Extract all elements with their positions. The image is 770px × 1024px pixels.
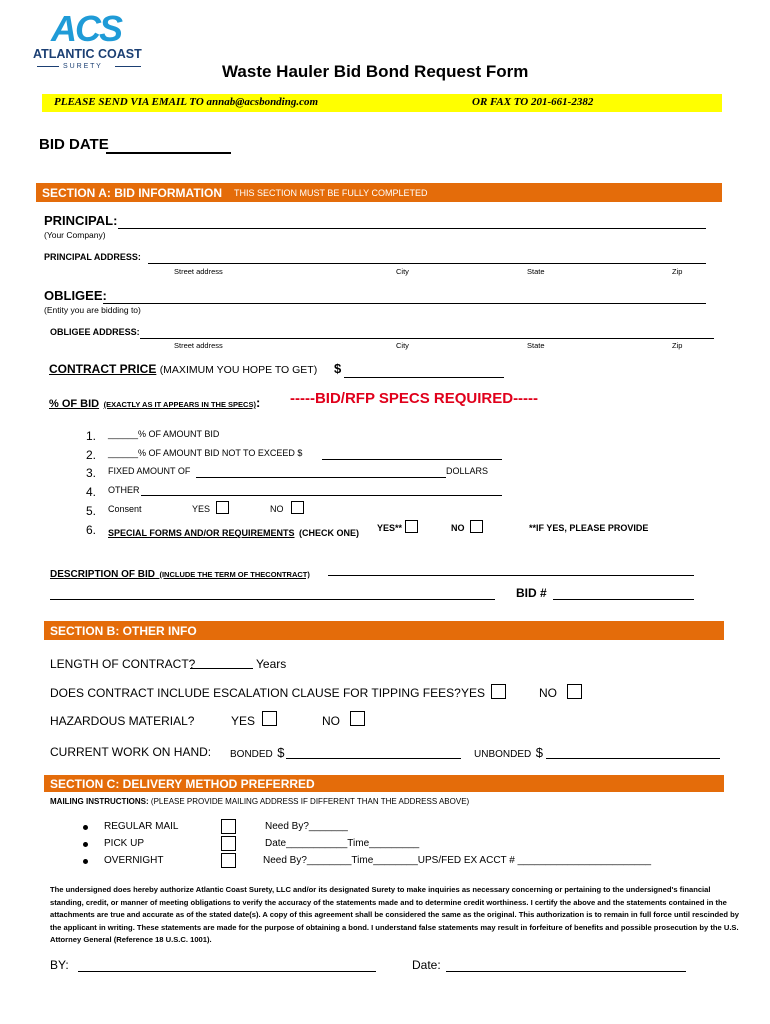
escalation-yes-label: YES <box>461 686 486 700</box>
description-field-2[interactable] <box>50 584 495 600</box>
logo-letters: ACS <box>51 8 122 49</box>
contract-price-label: CONTRACT PRICE (MAXIMUM YOU HOPE TO GET) <box>49 362 318 376</box>
option-3: 3. FIXED AMOUNT OF <box>86 466 191 480</box>
regular-mail-checkbox[interactable] <box>221 819 236 834</box>
unbonded-label: UNBONDED $ <box>474 745 543 760</box>
by-label: BY: <box>50 958 69 972</box>
special-forms-yes-checkbox[interactable] <box>405 520 418 533</box>
regular-mail-label: REGULAR MAIL <box>104 821 179 832</box>
city-sublabel: City <box>396 267 409 276</box>
mailing-instructions: MAILING INSTRUCTIONS: (PLEASE PROVIDE MAILING ADDRESS IF DIFFERENT THAN THE ADDRESS ABOVE) <box>50 797 470 806</box>
consent-no-checkbox[interactable] <box>291 501 304 514</box>
obligee-sublabel: (Entity you are bidding to) <box>44 305 141 315</box>
option-2: 2. ______% OF AMOUNT BID NOT TO EXCEED $ <box>86 448 303 462</box>
bullet-regular-mail <box>83 825 88 830</box>
special-forms-no-checkbox[interactable] <box>470 520 483 533</box>
option-2-field[interactable] <box>322 446 502 460</box>
obligee-label: OBLIGEE: <box>44 288 107 303</box>
pick-up-checkbox[interactable] <box>221 836 236 851</box>
option-1: 1. ______% OF AMOUNT BID <box>86 429 220 443</box>
option-6: 6. SPECIAL FORMS AND/OR REQUIREMENTS (CHECK ONE) <box>86 523 359 538</box>
principal-sublabel: (Your Company) <box>44 230 106 240</box>
option-4-text: OTHER <box>108 485 140 495</box>
principal-field[interactable] <box>118 213 706 229</box>
option-2-text[interactable]: ______% OF AMOUNT BID NOT TO EXCEED $ <box>108 448 303 458</box>
contract-price-field[interactable] <box>344 362 504 378</box>
option-5-text: Consent <box>108 504 142 514</box>
bullet-pick-up <box>83 842 88 847</box>
option-4: 4. OTHER <box>86 485 140 499</box>
escalation-label: DOES CONTRACT INCLUDE ESCALATION CLAUSE FOR TIPPING FEES? <box>50 686 461 700</box>
logo-company: ATLANTIC COAST <box>33 47 142 61</box>
hazardous-label: HAZARDOUS MATERIAL? <box>50 714 195 728</box>
obligee-street-sublabel: Street address <box>174 341 223 350</box>
option-3-field[interactable] <box>196 464 446 478</box>
unbonded-field[interactable] <box>546 744 720 759</box>
description-field[interactable] <box>328 562 694 576</box>
principal-label: PRINCIPAL: <box>44 213 118 228</box>
zip-sublabel: Zip <box>672 267 683 276</box>
regular-mail-detail[interactable]: Need By?_______ <box>265 821 348 832</box>
section-c-header <box>44 775 724 792</box>
section-c-title: SECTION C: DELIVERY METHOD PREFERRED <box>50 776 315 791</box>
overnight-label: OVERNIGHT <box>104 855 164 866</box>
bid-date-label: BID DATE <box>39 136 109 153</box>
obligee-address-field[interactable] <box>140 325 714 339</box>
bid-number-label: BID # <box>516 586 547 600</box>
description-label: DESCRIPTION OF BID (INCLUDE THE TERM OF THECONTRACT) <box>50 569 310 580</box>
special-forms-yes-label: YES** <box>377 523 403 533</box>
company-logo <box>33 10 145 78</box>
contract-price-dollar: $ <box>334 361 342 376</box>
section-a-note: THIS SECTION MUST BE FULLY COMPLETED <box>234 187 428 198</box>
bid-date-field[interactable] <box>106 136 231 154</box>
pct-bid-label: % OF BID (EXACTLY AS IT APPEARS IN THE SPECS): <box>49 395 261 410</box>
section-a-header <box>36 183 722 202</box>
overnight-checkbox[interactable] <box>221 853 236 868</box>
obligee-city-sublabel: City <box>396 341 409 350</box>
obligee-address-label: OBLIGEE ADDRESS: <box>50 327 140 337</box>
option-6-check-one: (CHECK ONE) <box>298 528 359 538</box>
special-forms-no-label: NO <box>451 523 465 533</box>
bonded-field[interactable] <box>286 744 461 759</box>
section-a-title: SECTION A: BID INFORMATION <box>42 185 222 200</box>
hazardous-yes-label: YES <box>231 714 256 728</box>
current-work-label: CURRENT WORK ON HAND: <box>50 745 212 759</box>
option-3-suffix: DOLLARS <box>446 466 489 476</box>
special-forms-note: **IF YES, PLEASE PROVIDE <box>529 523 649 533</box>
obligee-zip-sublabel: Zip <box>672 341 683 350</box>
section-b-title: SECTION B: OTHER INFO <box>50 623 197 638</box>
escalation-yes-checkbox[interactable] <box>491 684 506 699</box>
option-6-text: SPECIAL FORMS AND/OR REQUIREMENTS <box>108 528 295 538</box>
option-1-text[interactable]: ______% OF AMOUNT BID <box>108 429 220 439</box>
principal-address-field[interactable] <box>148 250 706 264</box>
form-title: Waste Hauler Bid Bond Request Form <box>222 62 529 81</box>
length-field[interactable] <box>190 655 253 669</box>
date-signature-field[interactable] <box>446 956 686 972</box>
hazardous-no-checkbox[interactable] <box>350 711 365 726</box>
bullet-overnight <box>83 859 88 864</box>
fax-instruction: OR FAX TO 201-661-2382 <box>472 96 594 108</box>
obligee-state-sublabel: State <box>527 341 545 350</box>
consent-yes-checkbox[interactable] <box>216 501 229 514</box>
obligee-field[interactable] <box>103 288 706 304</box>
section-b-header <box>44 621 724 640</box>
contact-banner <box>42 94 722 112</box>
escalation-no-checkbox[interactable] <box>567 684 582 699</box>
principal-address-label: PRINCIPAL ADDRESS: <box>44 252 141 262</box>
email-instruction: PLEASE SEND VIA EMAIL TO annab@acsbonding.com <box>54 96 319 108</box>
overnight-detail[interactable]: Need By?________Time________UPS/FED EX ACCT # ________________________ <box>263 855 652 866</box>
hazardous-yes-checkbox[interactable] <box>262 711 277 726</box>
consent-no-label: NO <box>270 504 284 514</box>
escalation-no-label: NO <box>539 686 557 700</box>
option-4-field[interactable] <box>141 483 502 496</box>
street-sublabel: Street address <box>174 267 223 276</box>
option-3-text: FIXED AMOUNT OF <box>108 466 191 476</box>
specs-required-notice: -----BID/RFP SPECS REQUIRED----- <box>290 390 539 407</box>
pick-up-detail[interactable]: Date___________Time_________ <box>265 838 420 849</box>
hazardous-no-label: NO <box>322 714 340 728</box>
date-label: Date: <box>412 958 441 972</box>
by-signature-field[interactable] <box>78 956 376 972</box>
consent-yes-label: YES <box>192 504 211 514</box>
pick-up-label: PICK UP <box>104 838 145 849</box>
logo-tagline: S U R E T Y <box>63 63 101 70</box>
option-5: 5. Consent <box>86 504 142 518</box>
length-label: LENGTH OF CONTRACT? <box>50 657 196 671</box>
state-sublabel: State <box>527 267 545 276</box>
bid-number-field[interactable] <box>553 584 694 600</box>
length-suffix: Years <box>256 657 287 671</box>
authorization-disclaimer: The undersigned does hereby authorize Atlantic Coast Surety, LLC and/or its designated Surety to make inquiries as necessary concerning or pertaining to the undersigned's financial standing, credit, or manner of meeting obligations to verify the accuracy of the statements made and to determine credit worthiness. I certify the above and the statements contained in the attachments are true and accurate as of the stated date(s). A copy of this agreement shall be considered the same as the original. This authorization is to remain in full force until rescinded by the applicant in writing. These statements are made for the purpose of obtaining a bond. I understand false statements may result in forfeiture of benefits and possible prosecution by the U.S. Attorney General (Reference 18 U.S.C. 1001). <box>50 885 739 944</box>
bonded-label: BONDED $ <box>230 745 285 760</box>
